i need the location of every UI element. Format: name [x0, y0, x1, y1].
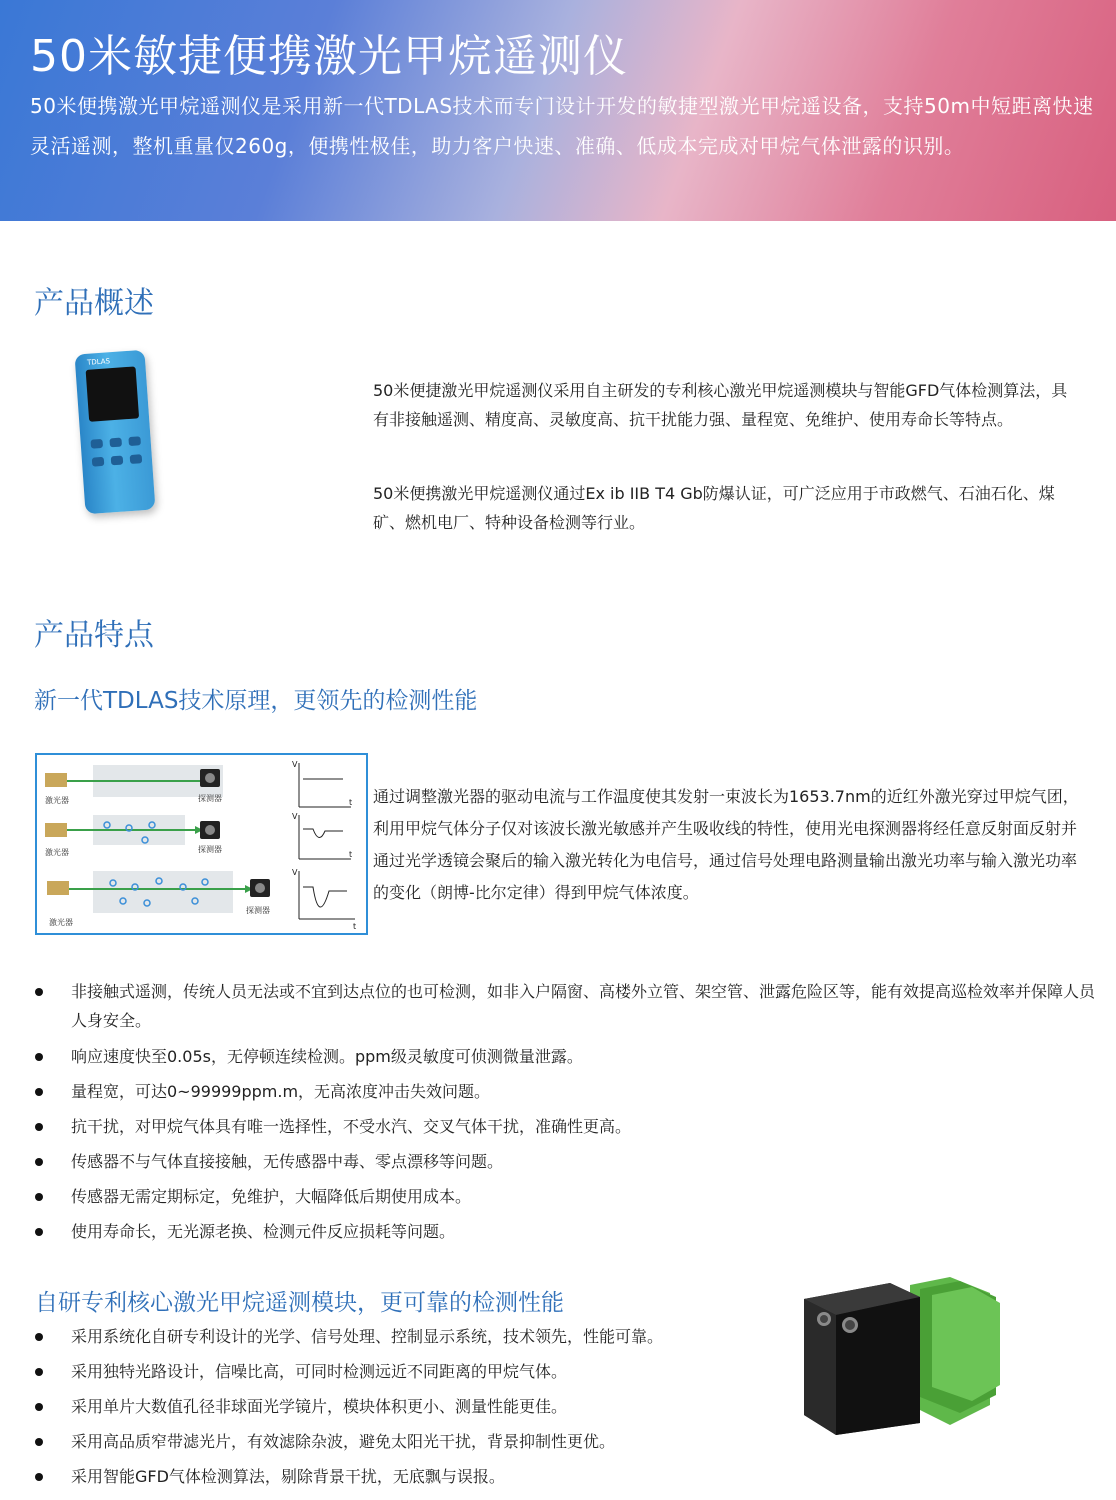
svg-text:t: t [349, 798, 353, 807]
bullet-icon [35, 1053, 43, 1061]
tdlas-diagram-svg [37, 755, 366, 933]
detector-label: 探测器 [198, 845, 222, 854]
tdlas-description: 通过调整激光器的驱动电流与工作温度使其发射一束波长为1653.7nm的近红外激光穿过甲烷气团，利用甲烷气体分子仅对该波长激光敏感并产生吸收线的特性，使用光电探测器将经任意反射面反射并通过光学透镜会聚后的输入激光转化为电信号，通过信号处理电路测量输出激光功率与输入激光功率的变化（朗博-比尔定律）得到甲烷气体浓度。 [373, 787, 1079, 902]
list-item: 非接触式遥测，传统人员无法或不宜到达点位的也可检测，如非入户隔窗、高楼外立管、架空管、泄露危险区等，能有效提高巡检效率并保障人员人身安全。 [35, 977, 1095, 1035]
device-button-icon [128, 436, 141, 446]
bullet-icon [35, 1158, 43, 1166]
overview-paragraph-2: 50米便携激光甲烷遥测仪通过Ex ib IIB T4 Gb防爆认证，可广泛应用于市政燃气、石油石化、煤矿、燃机电厂、特种设备检测等行业。 [373, 484, 1055, 532]
list-item: 使用寿命长，无光源老换、检测元件反应损耗等问题。 [35, 1217, 1095, 1246]
bullet-icon [35, 1438, 43, 1446]
section2-bullet-list [35, 1322, 795, 1491]
device-button-icon [130, 454, 143, 464]
tdlas-diagram [35, 753, 368, 935]
bullet-icon [35, 1193, 43, 1201]
bullet-icon [35, 1228, 43, 1236]
list-item: 传感器无需定期标定，免维护，大幅降低后期使用成本。 [35, 1182, 1095, 1211]
laser-label: 激光器 [45, 796, 69, 805]
laser-icon [47, 881, 69, 895]
bullet-icon [35, 1123, 43, 1131]
signal-plot-3 [299, 871, 355, 919]
list-item: 响应速度快至0.05s，无停顿连续检测。ppm级灵敏度可侦测微量泄露。 [35, 1042, 1095, 1071]
bullet-icon [35, 1403, 43, 1411]
bullet-icon [35, 1088, 43, 1096]
list-item: 量程宽，可达0~99999ppm.m，无高浓度冲击失效问题。 [35, 1077, 1095, 1106]
overview-heading: 产品概述 [34, 286, 154, 321]
device-brand: TDLAS [86, 357, 111, 367]
list-item: 抗干扰，对甲烷气体具有唯一选择性，不受水汽、交叉气体干扰，准确性更高。 [35, 1112, 1095, 1141]
gas-cell-3 [93, 871, 233, 913]
device-button-icon [111, 456, 124, 466]
bullet-icon [35, 988, 43, 996]
laser-icon [45, 823, 67, 837]
svg-text:t: t [353, 922, 357, 931]
bullet-icon [35, 1368, 43, 1376]
laser-icon [45, 773, 67, 787]
device-body [75, 350, 156, 514]
bullet-icon [35, 1473, 43, 1481]
detector-label: 探测器 [198, 794, 222, 803]
sensor-module-image [800, 1275, 1000, 1435]
device-screen [86, 366, 140, 421]
svg-text:t: t [349, 850, 353, 859]
page-title: 50米敏捷便携激光甲烷遥测仪 [30, 31, 628, 82]
list-item: 采用系统化自研专利设计的光学、信号处理、控制显示系统，技术领先，性能可靠。 [35, 1322, 795, 1351]
header-intro: 50米便携激光甲烷遥测仪是采用新一代TDLAS技术而专门设计开发的敏捷型激光甲烷遥设备，支持50m中短距离快速灵活遥测，整机重量仅260g，便携性极佳，助力客户快速、准确、低成本完成对甲烷气体泄露的识别。 [30, 94, 1094, 158]
section1-heading: 新一代TDLAS技术原理，更领先的检测性能 [34, 688, 478, 714]
svg-text:V: V [292, 812, 298, 821]
features-heading: 产品特点 [34, 618, 154, 653]
svg-text:V: V [292, 760, 298, 769]
device-button-icon [92, 457, 105, 467]
svg-text:V: V [292, 868, 298, 877]
sensor-module-svg [800, 1275, 1000, 1435]
bullet-icon [35, 1333, 43, 1341]
detector-label: 探测器 [246, 906, 270, 915]
device-image [74, 350, 154, 512]
section1-bullet-list [35, 977, 1095, 1246]
list-item: 采用独特光路设计，信噪比高，可同时检测远近不同距离的甲烷气体。 [35, 1357, 795, 1386]
list-item: 采用智能GFD气体检测算法，剔除背景干扰，无底飘与误报。 [35, 1462, 795, 1491]
list-item: 采用单片大数值孔径非球面光学镜片，模块体积更小、测量性能更佳。 [35, 1392, 795, 1421]
laser-label: 激光器 [45, 848, 69, 857]
signal-plot-2 [299, 815, 351, 859]
header-banner [0, 0, 1116, 221]
device-button-icon [90, 439, 103, 449]
overview-paragraph-1: 50米便捷激光甲烷遥测仪采用自主研发的专利核心激光甲烷遥测模块与智能GFD气体检测算法，具有非接触遥测、精度高、灵敏度高、抗干扰能力强、量程宽、免维护、使用寿命长等特点。 [373, 381, 1068, 429]
section2-heading: 自研专利核心激光甲烷遥测模块，更可靠的检测性能 [35, 1290, 564, 1316]
device-button-icon [109, 438, 122, 448]
signal-plot-1 [299, 763, 351, 807]
list-item: 传感器不与气体直接接触，无传感器中毒、零点漂移等问题。 [35, 1147, 1095, 1176]
list-item: 采用高品质窄带滤光片，有效滤除杂波，避免太阳光干扰，背景抑制性更优。 [35, 1427, 795, 1456]
laser-label: 激光器 [49, 918, 73, 927]
